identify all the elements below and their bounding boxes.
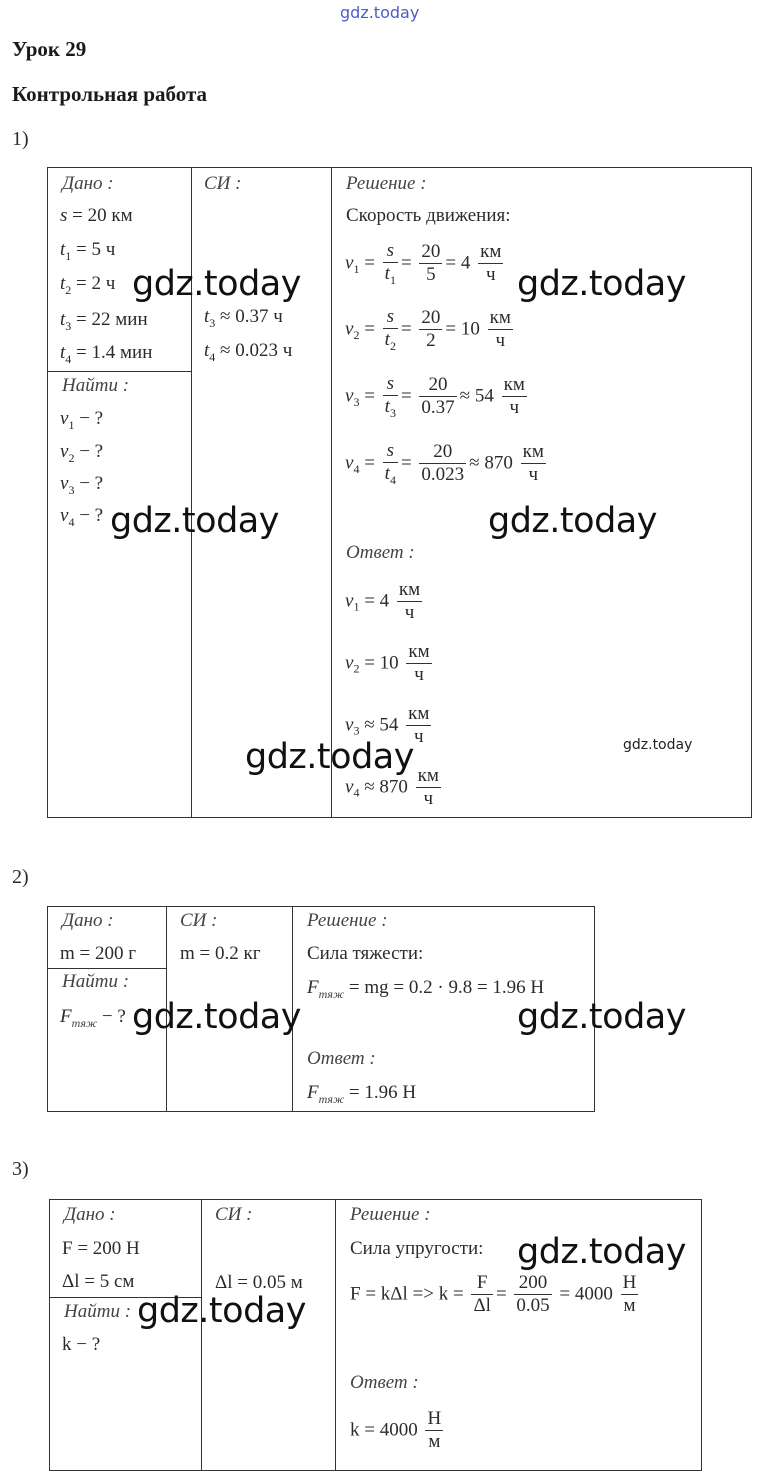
p1-answer-v3: $v_3 \approx 54$ $\frac{км}{ч}$	[345, 703, 430, 747]
p3-si-header: СИ :	[215, 1204, 253, 1225]
p1-si-header: СИ :	[204, 173, 242, 194]
p2-otvet-header: Ответ :	[307, 1048, 376, 1069]
p1-speed-label: Скорость движения:	[346, 205, 511, 226]
p3-najti-header: Найти :	[64, 1301, 132, 1322]
p1-najti-header: Найти :	[62, 375, 130, 396]
p1-given-t2: $t_2 = 2$ ч	[60, 273, 116, 297]
watermark: gdz.today	[488, 501, 657, 541]
p2-find-f: $F_{тяж}$ − ?	[60, 1006, 126, 1030]
watermark-small: gdz.today	[623, 737, 693, 753]
p3-given-dl: Δl = 5 см	[62, 1271, 135, 1292]
p1-eq-v1: $v_1$ = $\frac{s}{t_1}$ = $\frac{20}{5}$ = 4 $\frac{км}{ч}$	[345, 240, 502, 287]
p2-eq: $F_{тяж}$ = mg = 0.2 · 9.8 = 1.96 Н	[307, 977, 545, 1001]
site-logo-text[interactable]: gdz.today	[340, 3, 420, 22]
p3-otvet-header: Ответ :	[350, 1372, 419, 1393]
p1-si-t4: $t_4 \approx 0.023$ ч	[204, 340, 293, 364]
p1-otvet-header: Ответ :	[346, 542, 415, 563]
p3-answer: k = 4000 $\frac{Н}{м}$	[350, 1408, 442, 1452]
work-title: Контрольная работа	[12, 82, 208, 106]
problem-2-number: 2)	[12, 866, 29, 888]
lesson-title: Урок 29	[12, 37, 87, 61]
p1-eq-v3: $v_3$ = $\frac{s}{t_3}$ = $\frac{20}{0.37}$ ≈ 54 $\frac{км}{ч}$	[345, 373, 525, 420]
p2-si-header: СИ :	[180, 910, 218, 931]
watermark: gdz.today	[245, 737, 414, 777]
p1-find-v4: $v_4$ − ?	[60, 505, 104, 529]
p1-find-v1: $v_1$ − ?	[60, 408, 104, 432]
watermark: gdz.today	[132, 264, 301, 304]
p3-eq: F = kΔl => k = $\frac{F}{\Delta l}$ = $\frac{200}{0.05}$ = 4000 $\frac{Н}{м}$	[350, 1272, 637, 1316]
watermark: gdz.today	[110, 501, 279, 541]
p3-dano-header: Дано :	[64, 1204, 116, 1225]
watermark: gdz.today	[137, 1291, 306, 1331]
watermark: gdz.today	[517, 997, 686, 1037]
p3-si-dl: Δl = 0.05 м	[215, 1272, 303, 1293]
p3-given-f: F = 200 Н	[62, 1238, 140, 1259]
p3-elastic-label: Сила упругости:	[350, 1238, 484, 1259]
p2-najti-header: Найти :	[62, 971, 130, 992]
p1-eq-v4: $v_4$ = $\frac{s}{t_4}$ = $\frac{20}{0.023}$ ≈ 870 $\frac{км}{ч}$	[345, 440, 544, 487]
p1-find-v2: $v_2$ − ?	[60, 441, 104, 465]
p1-answer-v1: $v_1 = 4$ $\frac{км}{ч}$	[345, 579, 421, 623]
watermark: gdz.today	[132, 997, 301, 1037]
watermark: gdz.today	[517, 264, 686, 304]
p2-si-m: m = 0.2 кг	[180, 943, 261, 964]
problem-1-number: 1)	[12, 128, 29, 150]
p1-find-v3: $v_3$ − ?	[60, 473, 104, 497]
p1-given-t1: $t_1 = 5$ ч	[60, 239, 116, 263]
p1-eq-v2: $v_2$ = $\frac{s}{t_2}$ = $\frac{20}{2}$ = 10 $\frac{км}{ч}$	[345, 306, 511, 353]
p1-given-t3: $t_3 = 22$ мин	[60, 309, 148, 333]
p3-find-k: k − ?	[62, 1334, 101, 1355]
p1-given-s: s = 20 км	[60, 205, 133, 226]
p2-reshenie-header: Решение :	[307, 910, 388, 931]
watermark: gdz.today	[517, 1232, 686, 1272]
p1-answer-v2: $v_2 = 10$ $\frac{км}{ч}$	[345, 641, 430, 685]
p1-answer-v4: $v_4 \approx 870$ $\frac{км}{ч}$	[345, 765, 439, 809]
p1-reshenie-header: Решение :	[346, 173, 427, 194]
p1-dano-header: Дано :	[62, 173, 114, 194]
p1-given-t4: $t_4 = 1.4$ мин	[60, 342, 153, 366]
p2-given-m: m = 200 г	[60, 943, 137, 964]
problem-3-number: 3)	[12, 1158, 29, 1180]
p2-gravity-label: Сила тяжести:	[307, 943, 424, 964]
p3-reshenie-header: Решение :	[350, 1204, 431, 1225]
p1-si-t3: $t_3 \approx 0.37$ ч	[204, 306, 283, 330]
p2-answer: $F_{тяж} = 1.96$ Н	[307, 1082, 417, 1106]
problem-2-table	[47, 906, 595, 1112]
p2-dano-header: Дано :	[62, 910, 114, 931]
